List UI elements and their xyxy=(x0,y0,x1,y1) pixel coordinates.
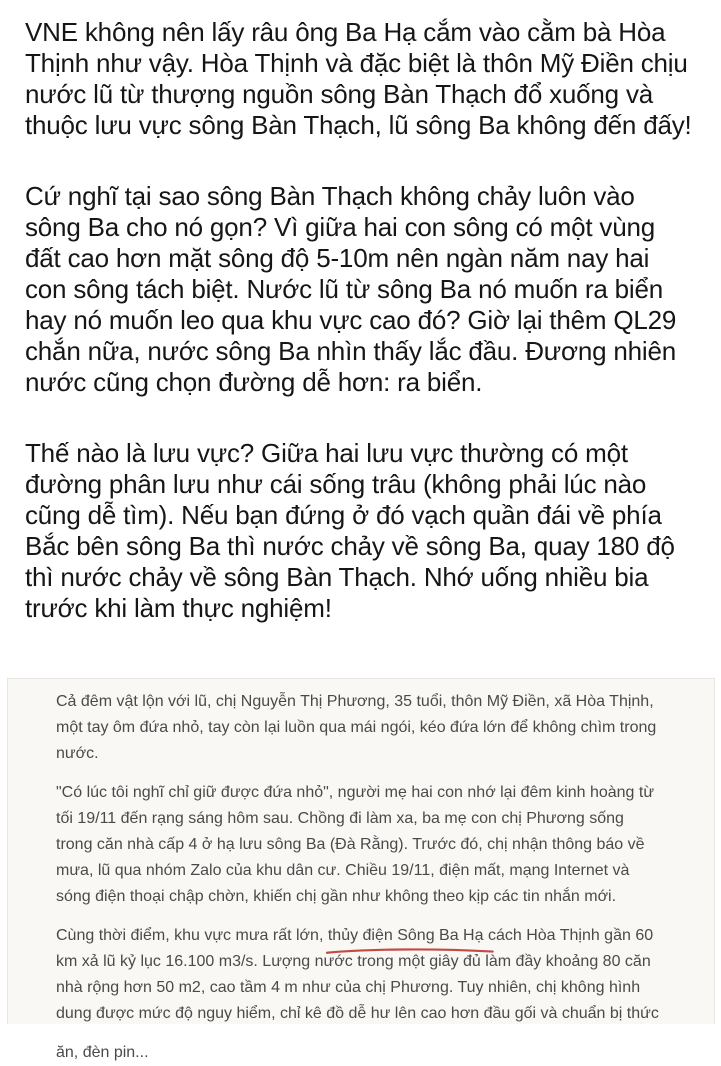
quote-paragraph-3-before: Cùng thời điểm, khu vực mưa rất lớn, xyxy=(56,927,328,944)
post-paragraph-1: VNE không nên lấy râu ông Ba Hạ cắm vào cằm bà Hòa Thịnh như vậy. Hòa Thịnh và đặc biệt là thôn Mỹ Điền chịu nước lũ từ thượng nguồn sông Bàn Thạch đổ xuống và thuộc lưu vực sông Bàn Thạch, lũ sông Ba không đến đấy! xyxy=(25,17,692,140)
quote-paragraph-3-after: cách Hòa Thịnh gần 60 km xả lũ kỷ lục 16.100 m3/s. Lượng nước trong một giây đủ làm đầy khoảng 80 căn nhà rộng hơn 50 m2, cao tầm 4 m như của chị Phương. Tuy nhiên, chị không hình dung được mức độ nguy hiểm, chỉ kê đồ dễ hư lên cao hơn đầu gối và chuẩn bị thức xyxy=(56,927,659,1022)
quoted-article-block xyxy=(7,678,715,1061)
highlighted-phrase-text: thủy điện Sông Ba Hạ xyxy=(327,927,484,944)
red-underline-mark xyxy=(325,946,495,955)
post-paragraph-2: Cứ nghĩ tại sao sông Bàn Thạch không chảy luôn vào sông Ba cho nó gọn? Vì giữa hai con sông có một vùng đất cao hơn mặt sông độ 5-10m nên ngàn năm nay hai con sông tách biệt. Nước lũ từ sông Ba nó muốn ra biển hay nó muốn leo qua khu vực cao đó? Giờ lại thêm QL29 chắn nữa, nước sông Ba nhìn thấy lắc đầu. Đương nhiên nước cũng chọn đường dễ hơn: ra biển. xyxy=(25,181,677,397)
highlighted-phrase xyxy=(328,923,484,949)
quote-paragraph-1: Cả đêm vật lộn với lũ, chị Nguyễn Thị Phương, 35 tuổi, thôn Mỹ Điền, xã Hòa Thịnh, một tay ôm đứa nhỏ, tay còn lại luồn qua mái ngói, kéo đứa lớn để không chìm trong nước. xyxy=(56,693,657,762)
quote-partial-clipped-line: ăn, đèn pin... xyxy=(56,1044,149,1061)
post-paragraph-3: Thế nào là lưu vực? Giữa hai lưu vực thường có một đường phân lưu như cái sống trâu (không phải lúc nào cũng dễ tìm). Nếu bạn đứng ở đó vạch quần đái về phía Bắc bên sông Ba thì nước chảy về sông Ba, quay 180 độ thì nước chảy về sông Bàn Thạch. Nhớ uống nhiều bia trước khi làm thực nghiệm! xyxy=(25,438,675,623)
quote-paragraph-3 xyxy=(56,923,662,1027)
quote-paragraph-2: "Có lúc tôi nghĩ chỉ giữ được đứa nhỏ", người mẹ hai con nhớ lại đêm kinh hoàng từ tối 19/11 đến rạng sáng hôm sau. Chồng đi làm xa, ba mẹ con chị Phương sống trong căn nhà cấp 4 ở hạ lưu sông Ba (Đà Rằng). Trước đó, chị nhận thông báo về mưa, lũ qua nhóm Zalo của khu dân cư. Chiều 19/11, điện mất, mạng Internet và sóng điện thoại chập chờn, khiến chị gần như không theo kịp các tin nhắn mới. xyxy=(56,784,655,905)
